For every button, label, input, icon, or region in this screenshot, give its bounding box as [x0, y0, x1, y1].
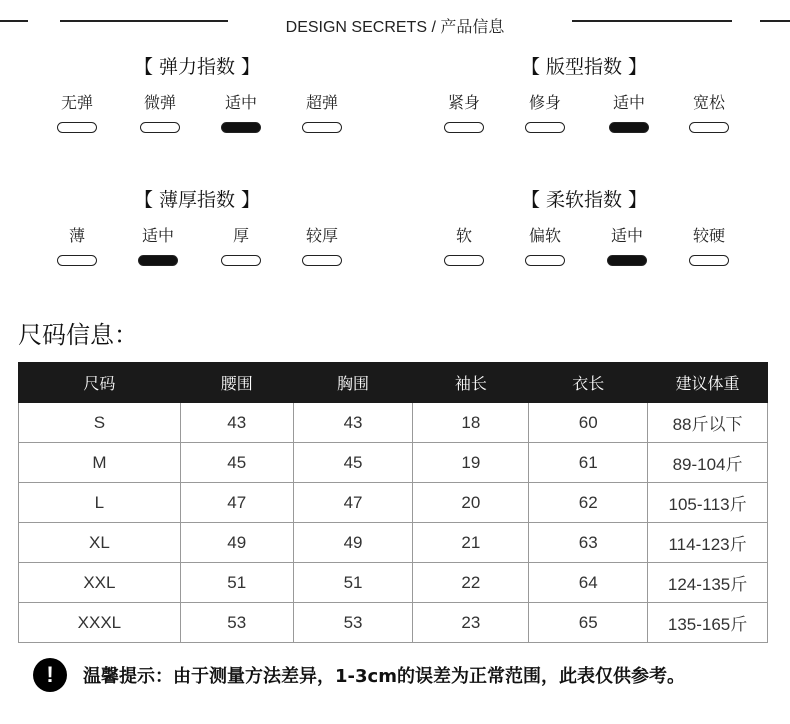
- option-label: 软: [455, 226, 472, 245]
- index-scale: [434, 223, 734, 283]
- column-header-size: 尺码: [19, 363, 181, 403]
- scale-option: [679, 90, 739, 133]
- column-header-chest: 胸围: [293, 363, 413, 403]
- scale-option: [515, 90, 575, 133]
- scale-option: [47, 223, 107, 266]
- table-cell: 23: [413, 603, 529, 643]
- index-group-thickness: [47, 185, 347, 245]
- table-cell: 45: [293, 443, 413, 483]
- table-row: [19, 483, 768, 523]
- tip-text: 温馨提示：由于测量方法差异，1-3cm的误差为正常范围，此表仅供参考。: [83, 666, 685, 687]
- option-indicator: [57, 122, 97, 133]
- option-label: 适中: [612, 93, 645, 112]
- table-row: [19, 443, 768, 483]
- table-cell: 53: [180, 603, 293, 643]
- option-indicator: [525, 255, 565, 266]
- scale-option: [211, 223, 271, 266]
- table-cell: 124-135斤: [648, 563, 768, 603]
- table-cell: XL: [19, 523, 181, 563]
- table-row: [19, 603, 768, 643]
- option-label: 较硬: [692, 226, 725, 245]
- scale-option-selected: [128, 223, 188, 266]
- scale-option: [434, 223, 494, 266]
- table-cell: 63: [529, 523, 648, 563]
- table-cell: 20: [413, 483, 529, 523]
- option-indicator-selected: [607, 255, 647, 266]
- option-label: 较厚: [305, 226, 338, 245]
- table-cell: 49: [180, 523, 293, 563]
- index-group-elasticity: [47, 52, 347, 112]
- table-cell: 22: [413, 563, 529, 603]
- table-cell: 21: [413, 523, 529, 563]
- table-cell: 60: [529, 403, 648, 443]
- scale-option: [292, 90, 352, 133]
- index-scale: [47, 90, 347, 150]
- scale-option: [47, 90, 107, 133]
- table-cell: 19: [413, 443, 529, 483]
- option-label: 薄: [68, 226, 85, 245]
- option-indicator: [444, 255, 484, 266]
- scale-option-selected: [211, 90, 271, 133]
- table-cell: 61: [529, 443, 648, 483]
- table-cell: 105-113斤: [648, 483, 768, 523]
- index-scale: [47, 223, 347, 283]
- option-indicator: [302, 122, 342, 133]
- header: [0, 0, 790, 48]
- group-title: 【 柔软指数 】: [520, 189, 648, 211]
- option-indicator-selected: [138, 255, 178, 266]
- table-cell: 53: [293, 603, 413, 643]
- table-cell: 49: [293, 523, 413, 563]
- table-cell: 64: [529, 563, 648, 603]
- table-cell: 18: [413, 403, 529, 443]
- index-scale: [434, 90, 734, 150]
- group-title: 【 薄厚指数 】: [133, 189, 261, 211]
- option-label: 适中: [141, 226, 174, 245]
- scale-option-selected: [597, 223, 657, 266]
- option-indicator: [444, 122, 484, 133]
- option-label: 适中: [610, 226, 643, 245]
- column-header-waist: 腰围: [180, 363, 293, 403]
- option-indicator: [689, 122, 729, 133]
- table-cell: XXL: [19, 563, 181, 603]
- table-cell: 89-104斤: [648, 443, 768, 483]
- table-cell: M: [19, 443, 181, 483]
- option-label: 修身: [528, 93, 561, 112]
- table-cell: 65: [529, 603, 648, 643]
- scale-option: [679, 223, 739, 266]
- scale-option: [130, 90, 190, 133]
- table-cell: 47: [293, 483, 413, 523]
- size-info-title: 尺码信息：: [18, 321, 138, 349]
- table-cell: 43: [293, 403, 413, 443]
- option-indicator: [302, 255, 342, 266]
- table-row: [19, 403, 768, 443]
- table-row: [19, 563, 768, 603]
- table-row: [19, 523, 768, 563]
- column-header-sleeve: 袖长: [413, 363, 529, 403]
- option-indicator: [57, 255, 97, 266]
- scale-option: [292, 223, 352, 266]
- table-cell: 51: [293, 563, 413, 603]
- option-indicator-selected: [221, 122, 261, 133]
- option-indicator: [221, 255, 261, 266]
- option-label: 适中: [224, 93, 257, 112]
- header-line-right-1: [572, 20, 732, 22]
- index-group-softness: [434, 185, 734, 245]
- table-cell: 47: [180, 483, 293, 523]
- option-indicator: [689, 255, 729, 266]
- column-header-length: 衣长: [529, 363, 648, 403]
- scale-option-selected: [599, 90, 659, 133]
- column-header-weight: 建议体重: [648, 363, 768, 403]
- table-cell: 114-123斤: [648, 523, 768, 563]
- table-cell: 43: [180, 403, 293, 443]
- option-label: 微弹: [143, 93, 176, 112]
- group-title: 【 版型指数 】: [520, 56, 648, 78]
- table-cell: 45: [180, 443, 293, 483]
- table-cell: XXXL: [19, 603, 181, 643]
- option-label: 超弹: [305, 93, 338, 112]
- option-label: 宽松: [692, 93, 725, 112]
- scale-option: [515, 223, 575, 266]
- option-indicator: [525, 122, 565, 133]
- scale-option: [434, 90, 494, 133]
- option-label: 厚: [232, 226, 249, 245]
- table-cell: 62: [529, 483, 648, 523]
- option-indicator: [140, 122, 180, 133]
- table-cell: 88斤以下: [648, 403, 768, 443]
- option-label: 偏软: [528, 226, 561, 245]
- table-cell: S: [19, 403, 181, 443]
- exclamation-icon: !: [33, 658, 67, 692]
- table-cell: 51: [180, 563, 293, 603]
- option-indicator-selected: [609, 122, 649, 133]
- index-group-fit: [434, 52, 734, 112]
- table-header-row: [19, 363, 768, 403]
- size-table: [18, 362, 768, 643]
- option-label: 无弹: [60, 93, 93, 112]
- header-line-right-2: [760, 20, 790, 22]
- table-cell: 135-165斤: [648, 603, 768, 643]
- option-label: 紧身: [447, 93, 480, 112]
- page-title: DESIGN SECRETS / 产品信息: [285, 19, 505, 36]
- group-title: 【 弹力指数 】: [133, 56, 261, 78]
- table-cell: L: [19, 483, 181, 523]
